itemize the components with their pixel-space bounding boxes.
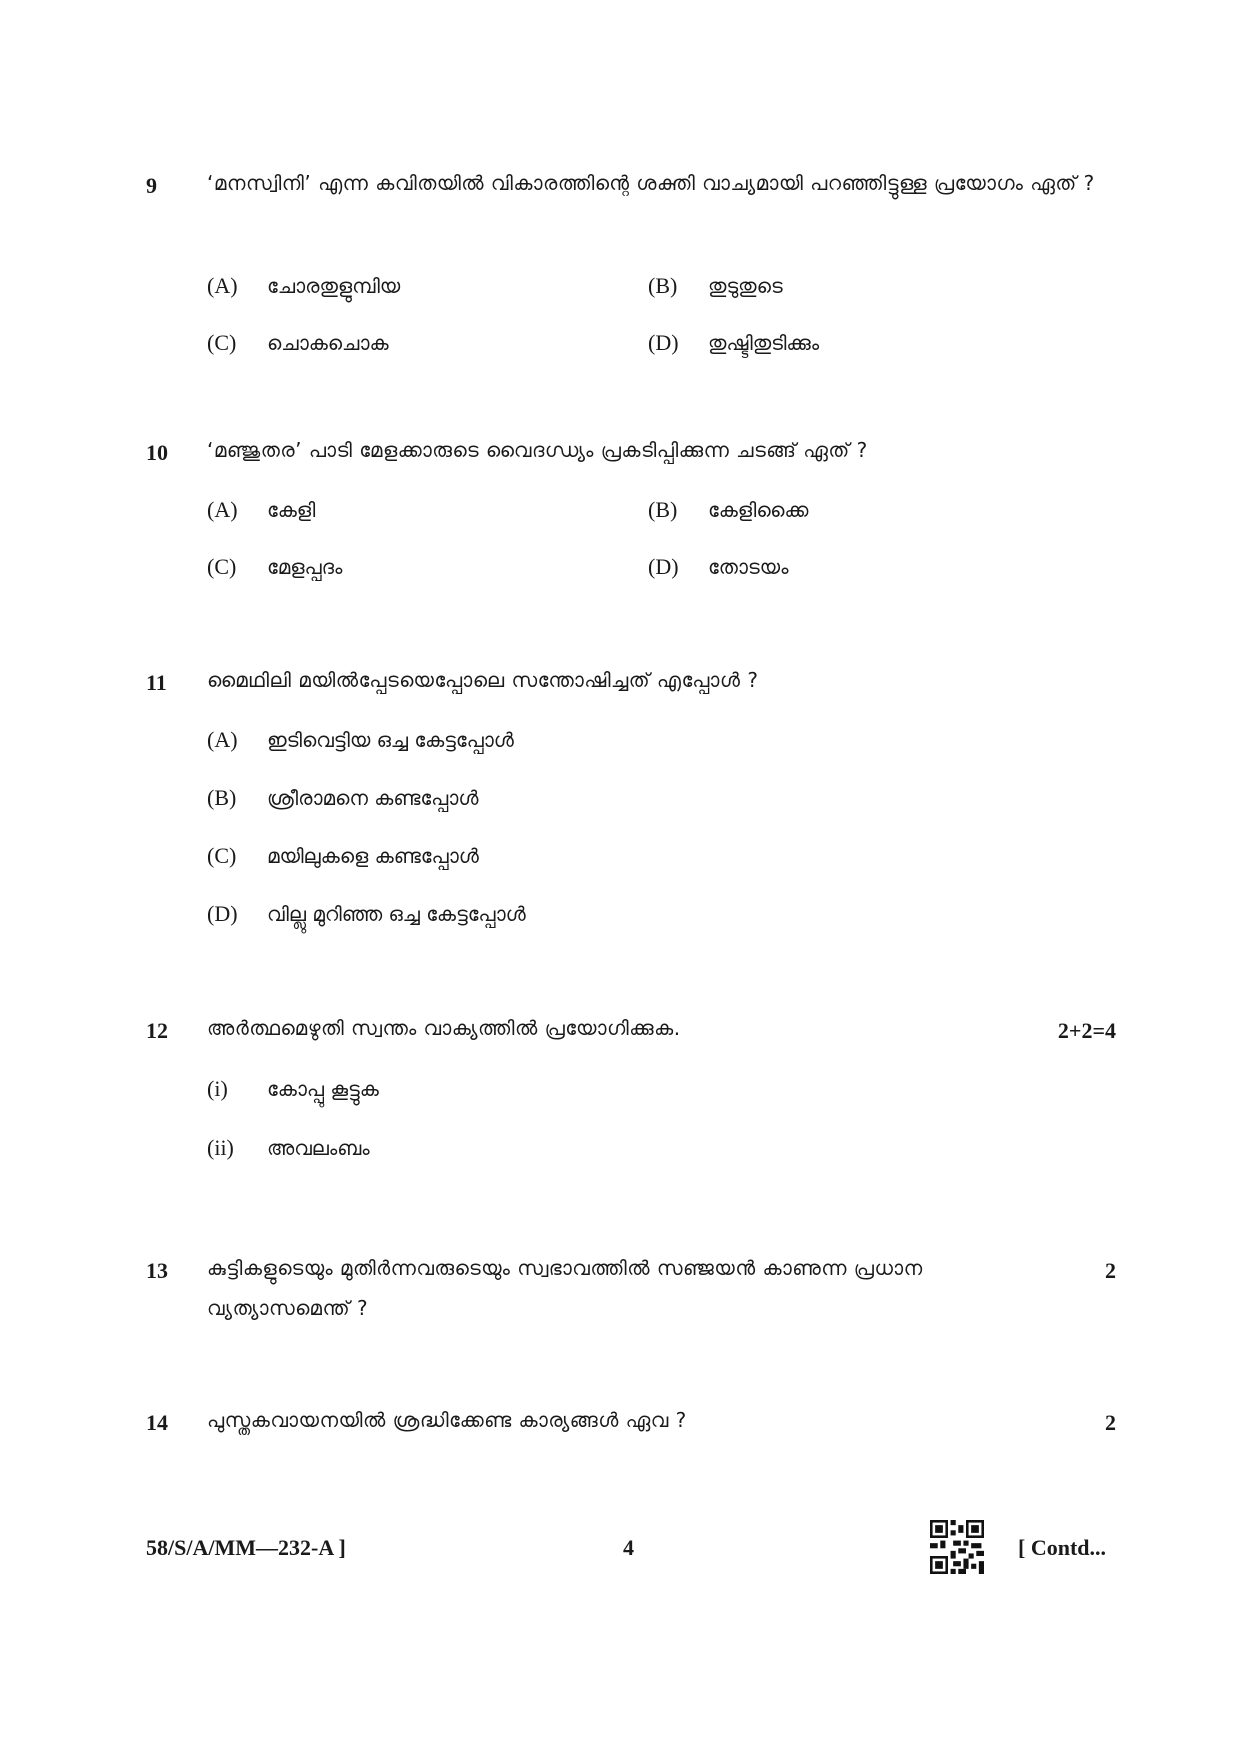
- question-text: ‘മനസ്വിനി’ എന്ന കവിതയിൽ വികാരത്തിന്റെ ശക്തി വാച്യമായി പറഞ്ഞിട്ടുള്ള പ്രയോഗം ഏത് ?: [207, 171, 1095, 195]
- option-label: (C): [207, 843, 237, 868]
- option-a: [207, 497, 315, 523]
- option-text: മയിലുകളെ കണ്ടപ്പോൾ: [267, 844, 479, 868]
- option-text: ചോരതുളുമ്പിയ: [267, 274, 401, 298]
- marks: 2: [1105, 1258, 1116, 1283]
- option-label: (D): [207, 901, 238, 926]
- question-text: പുസ്തകവായനയിൽ ശ്രദ്ധിക്കേണ്ട കാര്യങ്ങൾ ഏവ ?: [207, 1408, 687, 1432]
- option-text: തുഷ്ടിതുടിക്കും: [708, 331, 820, 355]
- option-d: [207, 901, 526, 927]
- option-text: വില്ലു മുറിഞ്ഞ ഒച്ച കേട്ടപ്പോൾ: [267, 902, 526, 926]
- option-c: [207, 843, 479, 869]
- question-text: കുട്ടികളുടെയും മുതിർന്നവരുടെയും സ്വഭാവത്തിൽ സഞ്ജയൻ കാണുന്ന പ്രധാന വ്യത്യാസമെന്ത് ?: [207, 1256, 923, 1320]
- option-label: (B): [648, 497, 678, 522]
- option-label: (i): [207, 1076, 228, 1101]
- page-number: 4: [623, 1535, 634, 1560]
- option-text: തോടയം: [708, 555, 789, 579]
- option-c: [207, 330, 389, 356]
- option-a: [207, 273, 400, 299]
- option-text: അവലംബം: [267, 1136, 370, 1160]
- option-b: [648, 273, 783, 299]
- option-label: (A): [207, 727, 238, 752]
- option-label: (C): [207, 554, 237, 579]
- option-label: (D): [648, 554, 679, 579]
- marks: 2: [1105, 1410, 1116, 1435]
- option-i: [207, 1076, 379, 1102]
- option-text: ഇടിവെട്ടിയ ഒച്ച കേട്ടപ്പോൾ: [267, 728, 514, 752]
- option-c: [207, 554, 342, 580]
- paper-code: 58/S/A/MM—232-A ]: [146, 1535, 346, 1560]
- option-d: [648, 554, 789, 580]
- question-number: 10: [146, 440, 168, 465]
- question-text: അർത്ഥമെഴുതി സ്വന്തം വാക്യത്തിൽ പ്രയോഗിക്കുക.: [207, 1016, 681, 1040]
- option-b: [207, 785, 478, 811]
- option-text: തുടുതുടെ: [708, 274, 783, 298]
- option-a: [207, 727, 514, 753]
- option-text: കേളിക്കൈ: [708, 498, 809, 522]
- option-label: (D): [648, 330, 679, 355]
- option-label: (A): [207, 273, 238, 298]
- continued-label: [ Contd...: [1018, 1535, 1107, 1560]
- option-text: ശ്രീരാമനെ കണ്ടപ്പോൾ: [267, 786, 479, 810]
- option-b: [648, 497, 808, 523]
- option-label: (C): [207, 330, 237, 355]
- qr-code-icon: [930, 1520, 984, 1574]
- question-number: 12: [146, 1018, 168, 1043]
- option-label: (A): [207, 497, 238, 522]
- question-text: ‘മഞ്ജുതര’ പാടി മേളക്കാരുടെ വൈദഗ്ധ്യം പ്രകടിപ്പിക്കുന്ന ചടങ്ങ് ഏത് ?: [207, 438, 868, 462]
- marks: 2+2=4: [1057, 1018, 1116, 1043]
- question-number: 9: [146, 173, 157, 198]
- option-ii: [207, 1135, 370, 1161]
- option-label: (ii): [207, 1135, 234, 1160]
- option-label: (B): [648, 273, 678, 298]
- option-d: [648, 330, 819, 356]
- question-text: മൈഥിലി മയിൽപ്പേടയെപ്പോലെ സന്തോഷിച്ചത് എപ്പോൾ ?: [207, 668, 759, 692]
- question-number: 13: [146, 1258, 168, 1283]
- option-label: (B): [207, 785, 237, 810]
- question-number: 14: [146, 1410, 168, 1435]
- option-text: ചൊകചൊക: [267, 331, 389, 355]
- option-text: കോപ്പു കൂട്ടുക: [267, 1077, 379, 1101]
- question-number: 11: [146, 670, 167, 695]
- option-text: കേളി: [267, 498, 316, 522]
- option-text: മേളപ്പദം: [267, 555, 343, 579]
